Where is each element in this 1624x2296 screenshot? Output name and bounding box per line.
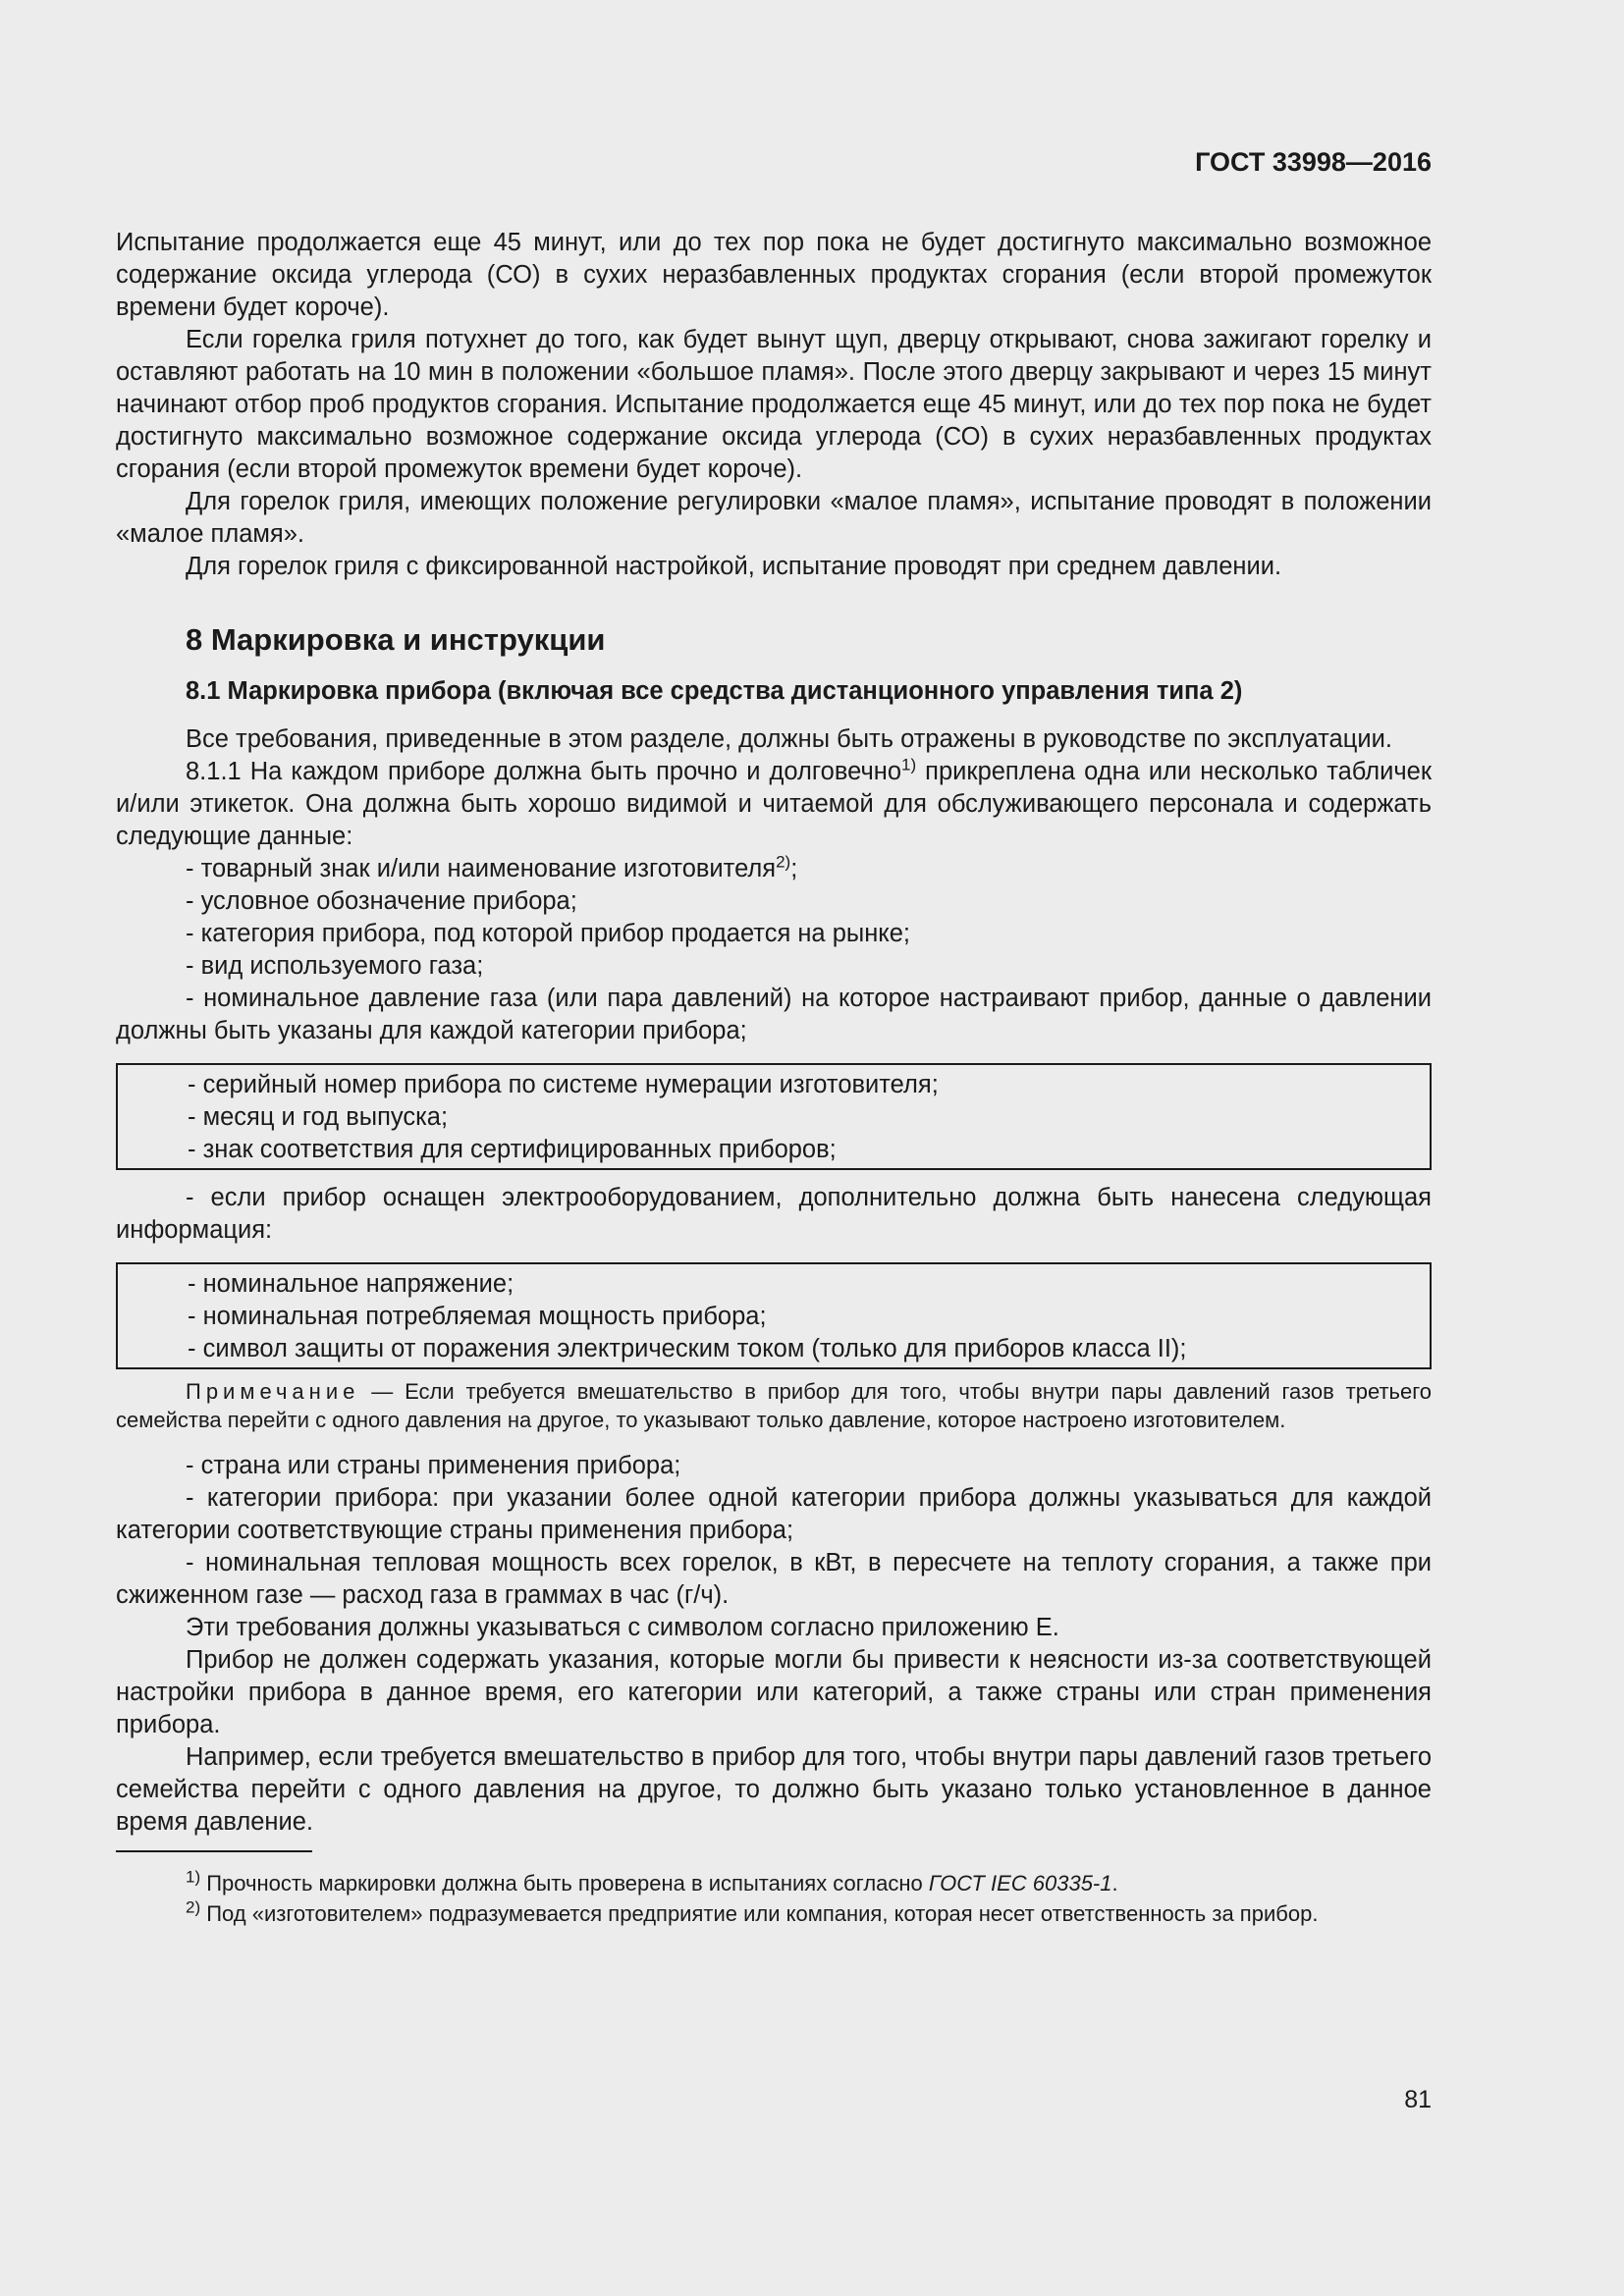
paragraph-low-flame: Для горелок гриля, имеющих положение регулировки «малое пламя», испытание проводят в положении «малое пламя». [116, 488, 1432, 548]
paragraph-burner-out: Если горелка гриля потухнет до того, как будет вынут щуп, дверцу открывают, снова зажигают горелку и оставляют работать на 10 мин в положении «большое пламя». После этого дверцу закрывают и через 15 минут начинают отбор проб продуктов сгорания. Испытание продолжается еще 45 минут, или до тех пор пока не будет достигнуто максимально возможное содержание оксида углерода (СО) в сухих неразбавленных продуктах сгорания (если второй промежуток времени будет короче). [116, 326, 1432, 483]
paragraph-8-1-1 [116, 756, 1432, 853]
paragraph-test-continues: Испытание продолжается еще 45 минут, или до тех пор пока не будет достигнуто максимально возможное содержание оксида углерода (СО) в сухих неразбавленных продуктах сгорания (если второй промежуток времени будет короче). [116, 229, 1432, 321]
list-item-designation: - условное обозначение прибора; [186, 887, 577, 915]
footnote-1 [116, 1868, 1432, 1898]
box-item-voltage: - номинальное напряжение; [188, 1270, 514, 1298]
document-code: ГОСТ 33998—2016 [1195, 147, 1432, 177]
document-page [116, 0, 1432, 2296]
document-body [116, 227, 1432, 1929]
list-item-category: - категория прибора, под которой прибор продается на рынке; [186, 920, 910, 947]
box-item-conformity: - знак соответствия для сертифицированных приборов; [188, 1136, 837, 1163]
subsection-8-1-heading: 8.1 Маркировка прибора (включая все средства дистанционного управления типа 2) [186, 677, 1243, 705]
footnote-2 [116, 1898, 1432, 1929]
footnote-1-mark: 1) [186, 1867, 201, 1887]
list-item-countries: - страна или страны применения прибора; [186, 1452, 681, 1479]
footnote-2-text: Под «изготовителем» подразумевается предприятие или компания, которая несет ответственность за прибор. [200, 1901, 1319, 1926]
list-item-trademark-text: - товарный знак и/или наименование изготовителя [186, 855, 777, 882]
note-label: Примечание [186, 1379, 360, 1404]
paragraph-symbol: Эти требования должны указываться с символом согласно приложению Е. [186, 1614, 1059, 1641]
framed-block-serial [116, 1063, 1432, 1170]
footnote-1-reference[interactable]: ГОСТ IEC 60335-1 [928, 1871, 1112, 1896]
page-number: 81 [1404, 2086, 1432, 2113]
note-text: — Если требуется вмешательство в прибор для того, чтобы внутри пары давлений газов третьего семейства перейти с одного давления на другое, то указывают только давление, которое настроено изготовителем. [116, 1379, 1432, 1432]
footnote-1-text: Прочность маркировки должна быть проверена в испытаниях согласно [200, 1871, 929, 1896]
paragraph-8-1-1-rest: прикреплена одна или несколько табличек и/или этикеток. Она должна быть хорошо видимой и читаемой для обслуживающего персонала и содержать следующие данные: [116, 758, 1432, 850]
footnote-ref-1[interactable]: 1) [901, 755, 917, 774]
list-item-gas-type: - вид используемого газа; [186, 952, 484, 980]
list-item-categories-countries: - категории прибора: при указании более одной категории прибора должны указываться для каждой категории соответствующие страны применения прибора; [116, 1484, 1432, 1544]
list-item-heat-input: - номинальная тепловая мощность всех горелок, в кВт, в пересчете на теплоту сгорания, а также при сжиженном газе — расход газа в граммах в час (г/ч). [116, 1549, 1432, 1609]
box-item-power: - номинальная потребляемая мощность прибора; [188, 1303, 767, 1330]
list-item-trademark [116, 853, 1432, 885]
note-paragraph [116, 1377, 1432, 1434]
paragraph-no-ambiguity: Прибор не должен содержать указания, которые могли бы привести к неясности из-за соответствующей настройки прибора в данное время, его категории или категорий, а также страны или стран применения прибора. [116, 1646, 1432, 1738]
paragraph-fixed-setting: Для горелок гриля с фиксированной настройкой, испытание проводят при среднем давлении. [186, 553, 1282, 580]
paragraph-all-requirements: Все требования, приведенные в этом разделе, должны быть отражены в руководстве по эксплуатации. [186, 725, 1392, 753]
section-8-heading: 8 Маркировка и инструкции [186, 622, 606, 657]
paragraph-example: Например, если требуется вмешательство в прибор для того, чтобы внутри пары давлений газов третьего семейства перейти с одного давления на другое, то должно быть указано только установленное в данное время давление. [116, 1743, 1432, 1836]
box-item-month-year: - месяц и год выпуска; [188, 1103, 449, 1131]
paragraph-electrical: - если прибор оснащен электрооборудованием, дополнительно должна быть нанесена следующая информация: [116, 1184, 1432, 1244]
list-item-trademark-end: ; [790, 855, 798, 882]
footnote-2-mark: 2) [186, 1897, 201, 1917]
footnote-1-end: . [1111, 1871, 1118, 1896]
footnote-ref-2[interactable]: 2) [776, 852, 791, 872]
list-item-nominal-pressure: - номинальное давление газа (или пара давлений) на которое настраивают прибор, данные о давлении должны быть указаны для каждой категории прибора; [116, 985, 1432, 1044]
box-item-serial: - серийный номер прибора по системе нумерации изготовителя; [188, 1071, 939, 1098]
framed-block-electrical [116, 1262, 1432, 1369]
box-item-protection-symbol: - символ защиты от поражения электрическим током (только для приборов класса II); [188, 1335, 1187, 1362]
paragraph-8-1-1-start: 8.1.1 На каждом приборе должна быть прочно и долговечно [186, 758, 902, 785]
